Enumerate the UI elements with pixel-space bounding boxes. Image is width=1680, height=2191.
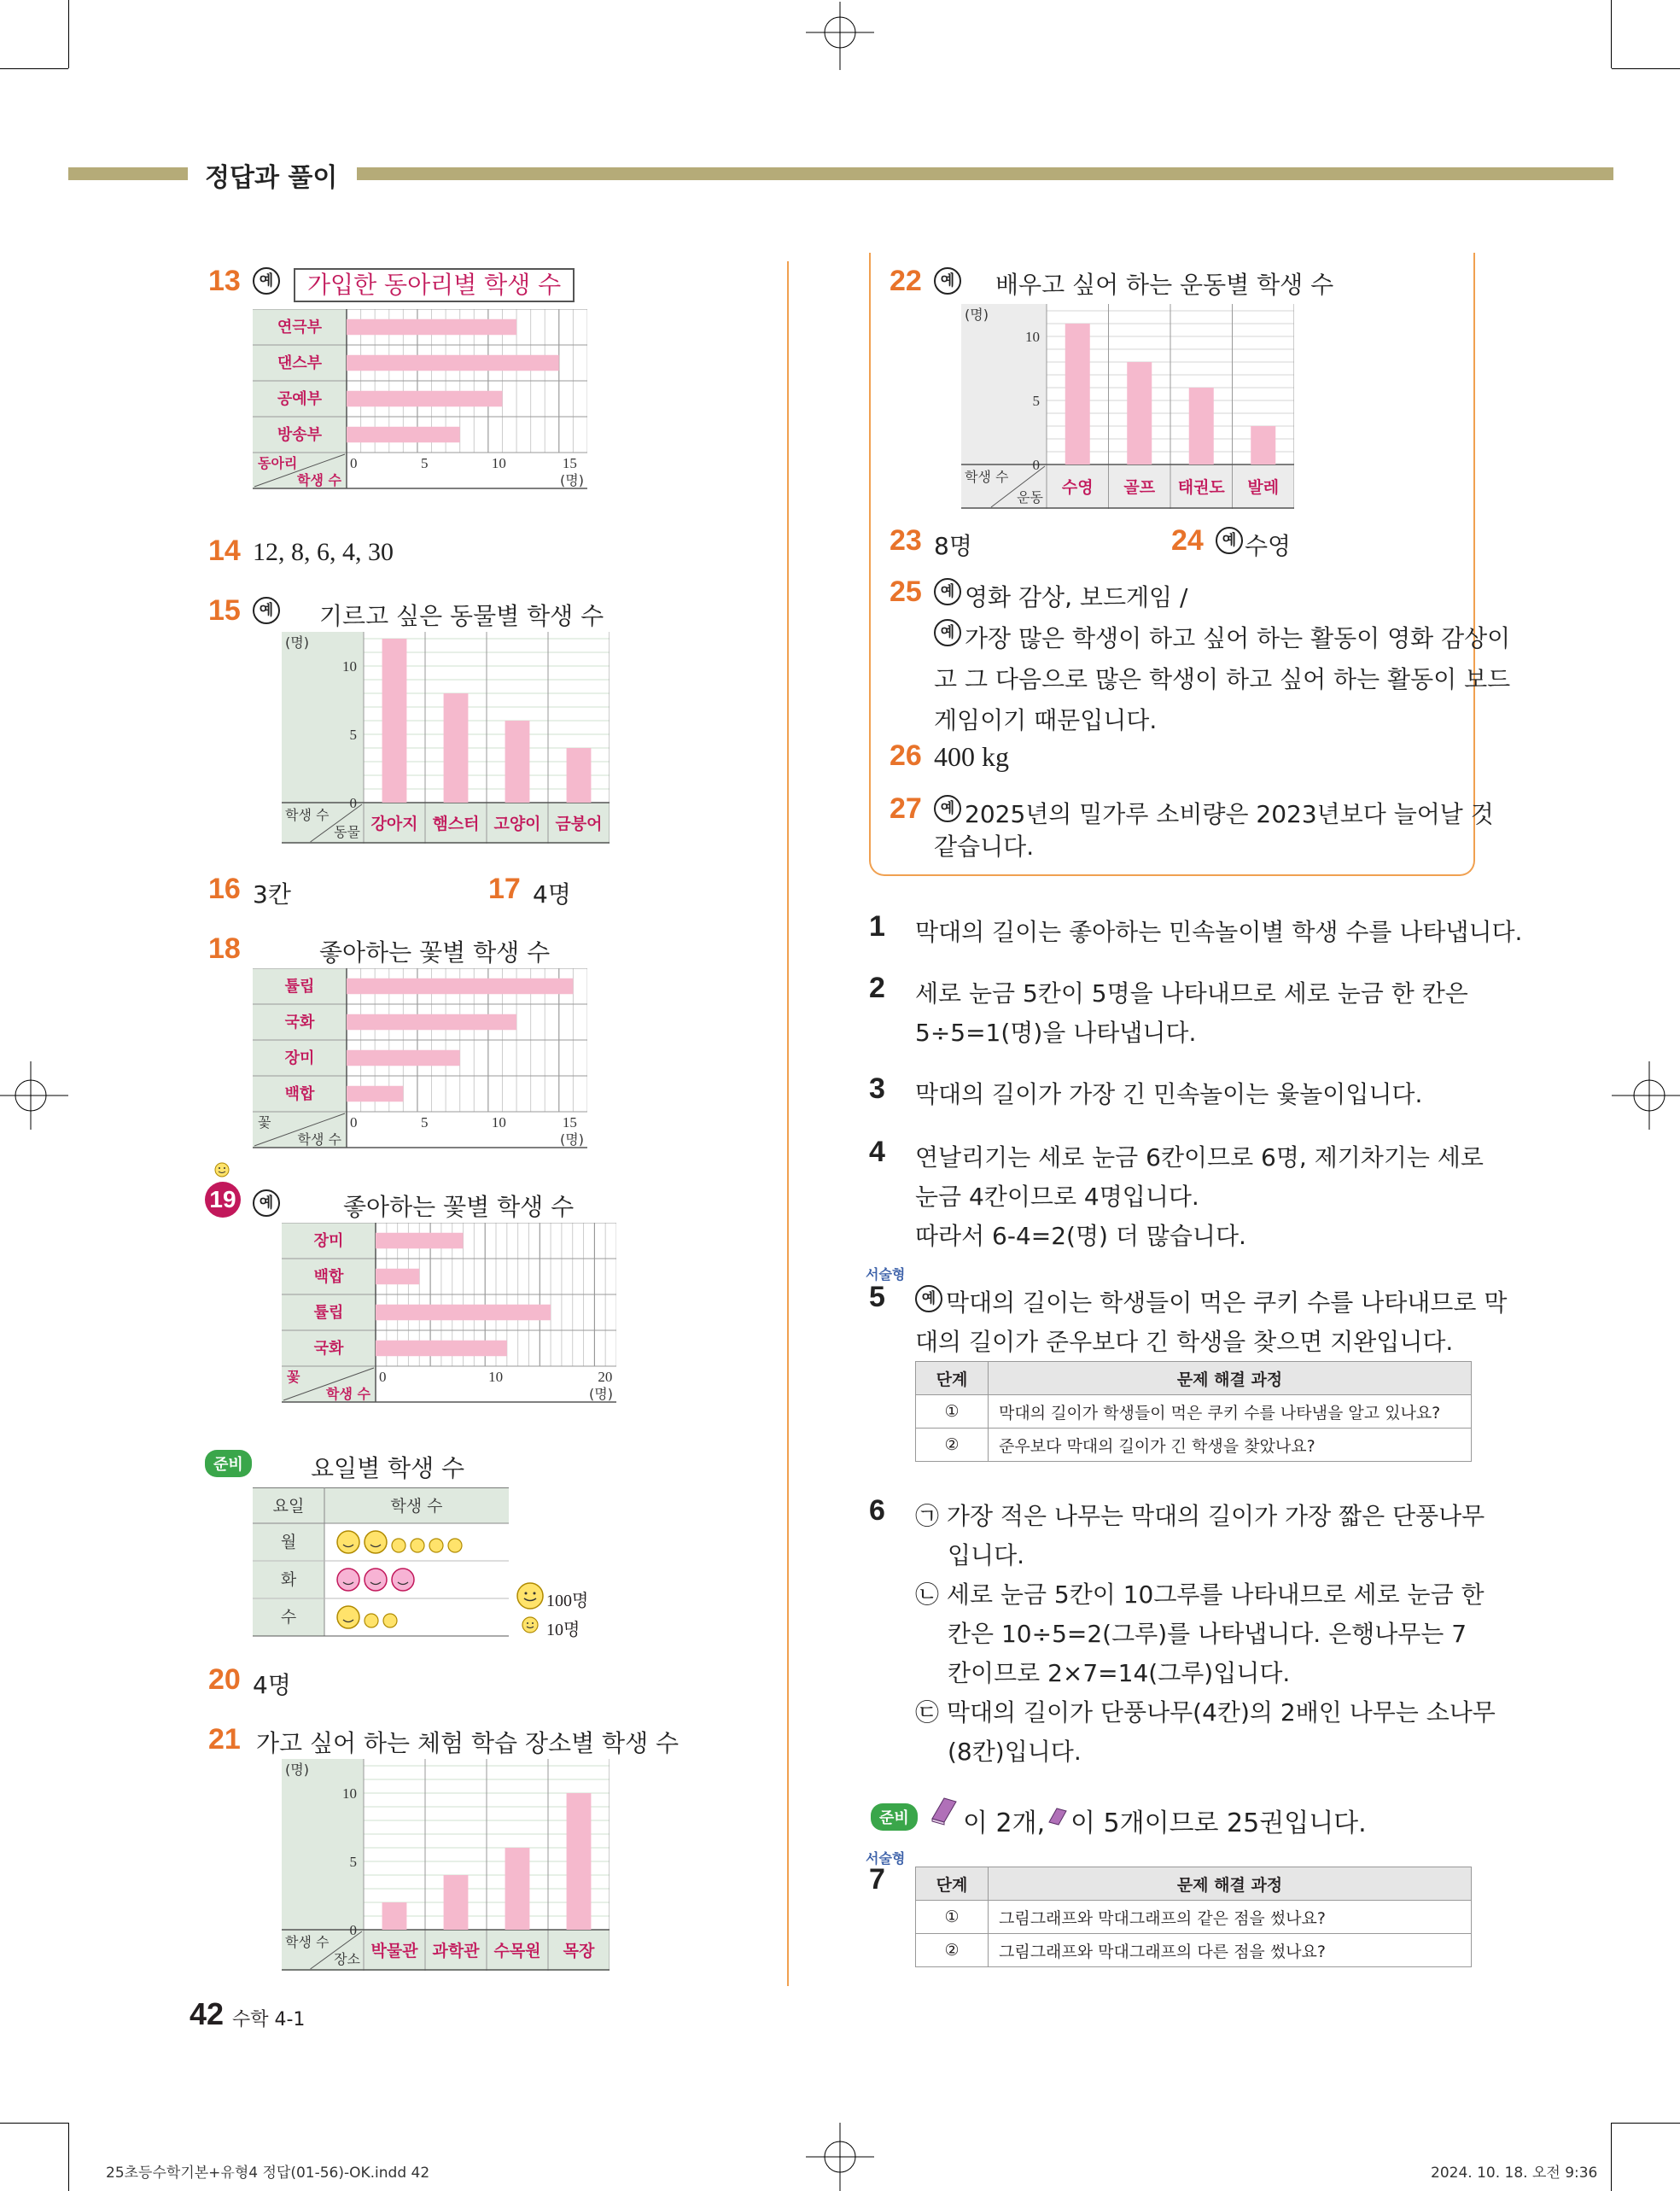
crop-mark [68,2123,69,2191]
junbi-text-a: 이 2개, [963,1808,1046,1838]
tick-label: 10 [491,1114,506,1131]
ye-mark: 예 [253,596,280,624]
category-label: 햄스터 [432,815,480,833]
small-face-icon [383,1614,397,1627]
b5-line1: 막대의 길이는 학생들이 먹은 쿠키 수를 나타내므로 막 [946,1288,1508,1317]
y-label: 학생 수 [285,1934,330,1950]
footer-file: 25초등수학기본+유형4 정답(01-56)-OK.indd 42 [106,2165,430,2182]
b4-number: 4 [869,1136,885,1168]
small-face-icon [448,1539,462,1552]
registration-mark [1612,1061,1680,1130]
q23-number: 23 [890,524,922,557]
category-label: 공예부 [277,390,323,408]
q22-title: 배우고 싶어 하는 운동별 학생 수 [995,271,1334,299]
y-unit: (명) [285,634,309,651]
category-label: 튤립 [284,978,315,996]
tick-label: 0 [379,1369,387,1385]
x-label: 장소 [334,1951,360,1967]
bar [347,1014,516,1030]
header-bar-right [357,167,1613,180]
bar [1065,324,1090,464]
junbi-text-b: 이 5개이므로 25권입니다. [1070,1808,1367,1838]
header-count: 학생 수 [390,1497,443,1516]
b2-number: 2 [869,972,885,1004]
category-label: 장미 [284,1049,315,1067]
tick-label: 10 [491,455,506,471]
unit-label: (명) [589,1386,613,1402]
q17-number: 17 [488,873,521,905]
bar [1127,362,1152,464]
b6-b3: 칸이므로 2×7=14(그루)입니다. [948,1659,1291,1687]
category-label: 국화 [284,1014,315,1031]
tick-label: 10 [342,658,357,675]
footer-timestamp: 2024. 10. 18. 오전 9:36 [1431,2165,1598,2182]
bar [567,748,592,803]
q26-answer: 400 kg [934,741,1009,772]
tick-label: 5 [1032,393,1040,409]
small-face-icon [365,1614,378,1627]
b5-tag: 서술형 [866,1266,906,1282]
q25-line3: 고 그 다음으로 많은 학생이 하고 싶어 하는 활동이 보드 [934,665,1511,693]
q27-line2: 같습니다. [934,833,1035,861]
column-divider-left [787,261,789,1986]
unit-label: (명) [560,472,584,488]
x-label: 운동 [1017,489,1043,505]
bar [382,1902,407,1930]
category-label: 목장 [563,1942,595,1960]
q18-number: 18 [208,932,241,965]
category-label: 과학관 [432,1942,480,1960]
b6-c1: ㉢ 막대의 길이가 단풍나무(4칸)의 2배인 나무는 소나무 [915,1698,1496,1727]
y-unit: (명) [965,307,989,323]
bar [347,1086,403,1101]
b5-line2: 대의 길이가 준우보다 긴 학생을 찾으면 지완입니다. [915,1328,1454,1356]
ye-mark: 예 [934,794,961,822]
big-face-icon [337,1569,359,1591]
crop-mark [0,68,68,69]
q22-chart [961,304,1294,509]
crop-mark [1612,2123,1680,2124]
q19-chart [282,1223,616,1416]
legend-big: 100명 [546,1592,589,1610]
registration-mark [0,1061,68,1130]
q15-chart [282,632,610,844]
b4-line1: 연날리기는 세로 눈금 6칸이므로 6명, 제기차기는 세로 [915,1143,1484,1171]
category-label: 백합 [284,1085,315,1103]
b4-line3: 따라서 6-4=2(명) 더 많습니다. [915,1222,1246,1250]
q17-answer: 4명 [533,880,571,909]
junbi-title: 요일별 학생 수 [311,1454,465,1482]
b1-line1: 막대의 길이는 좋아하는 민속놀이별 학생 수를 나타냅니다. [915,918,1523,946]
day-label: 화 [280,1570,297,1589]
q24-number: 24 [1171,524,1204,557]
q20-answer: 4명 [253,1671,291,1699]
row-header: 꽃 [258,1114,271,1131]
q14-answer: 12, 8, 6, 4, 30 [253,538,394,566]
bar [382,639,407,803]
b7-number: 7 [869,1863,885,1896]
q13-title: 가입한 동아리별 학생 수 [294,268,575,302]
q21-chart [282,1759,610,1971]
bar [376,1305,551,1320]
category-label: 금붕어 [555,815,603,833]
b2-line1: 세로 눈금 5칸이 5명을 나타내므로 세로 눈금 한 칸은 [915,979,1468,1008]
bar [1251,426,1275,464]
category-label: 태권도 [1177,478,1225,497]
q16-answer: 3칸 [253,880,291,909]
category-label: 장미 [313,1232,344,1250]
tick-label: 5 [420,455,429,471]
bar [1189,388,1214,464]
q22-number: 22 [890,265,922,297]
header-bar-left [68,167,188,180]
tick-label: 5 [420,1114,429,1131]
junbi-badge-right: 준비 [871,1803,918,1831]
small-face-icon [392,1539,405,1552]
header-day: 요일 [272,1497,305,1516]
col-header: 학생 수 [297,472,341,488]
q25-number: 25 [890,576,922,608]
ye-mark: 예 [253,1189,280,1217]
category-label: 강아지 [370,815,418,833]
q18-title: 좋아하는 꽃별 학생 수 [319,938,551,967]
bar [347,427,460,442]
b5-number: 5 [869,1281,885,1313]
b6-a1: ㉠ 가장 적은 나무는 막대의 길이가 가장 짧은 단풍나무 [915,1502,1485,1530]
big-face-icon [365,1531,387,1553]
b3-number: 3 [869,1072,885,1105]
b1-number: 1 [869,910,885,943]
q19-number: 19 [205,1182,241,1218]
b6-b1: ㉡ 세로 눈금 5칸이 10그루를 나타내므로 세로 눈금 한 [915,1580,1485,1609]
b6-number: 6 [869,1494,885,1527]
crop-mark [68,0,69,68]
q23-answer: 8명 [934,532,972,560]
b4-line2: 눈금 4칸이므로 4명입니다. [915,1183,1199,1211]
category-label: 국화 [313,1340,344,1358]
q16-number: 16 [208,873,241,905]
col-header: 학생 수 [326,1386,370,1402]
ye-mark: 예 [1216,526,1243,554]
category-label: 골프 [1123,478,1156,497]
q15-title: 기르고 싶은 동물별 학생 수 [319,602,604,630]
big-face-icon [516,1581,545,1610]
q18-chart [253,968,587,1161]
bar [505,721,530,803]
category-label: 튤립 [313,1304,344,1322]
small-face-icon [521,1615,540,1634]
x-label: 동물 [334,824,360,840]
category-label: 방송부 [277,426,323,444]
q24-answer: 수영 [1245,532,1292,560]
b7-scoring-table: 단계 문제 해결 과정 ① 그림그래프와 막대그래프의 같은 점을 썼나요? ② 그림그래프와 막대그래프의 다른 점을 썼나요? [915,1867,1472,1967]
bar [347,319,516,335]
big-book-icon [927,1793,960,1826]
ye-mark: 예 [253,266,280,295]
category-label: 댄스부 [277,354,323,372]
b5-scoring-table: 단계 문제 해결 과정 ① 막대의 길이가 학생들이 먹은 쿠키 수를 나타냄을 알고 있나요? ② 준우보다 막대의 길이가 긴 학생을 찾았나요? [915,1361,1472,1462]
bar [444,693,469,803]
b7-tag: 서술형 [866,1850,906,1867]
row-header: 동아리 [258,455,298,471]
q13-chart [253,309,587,502]
smiley-icon [213,1161,230,1178]
registration-mark [806,2123,874,2191]
q25-line4: 게임이기 때문입니다. [934,706,1158,734]
big-face-icon [365,1569,387,1591]
bar [376,1269,419,1284]
ye-mark: 예 [934,266,961,295]
registration-mark [806,2,874,70]
category-label: 수영 [1061,478,1094,497]
b6-c2: (8칸)입니다. [948,1738,1082,1766]
tick-label: 5 [349,1854,357,1870]
tick-label: 5 [349,727,357,743]
tick-label: 10 [1025,329,1040,345]
q25-line2: 가장 많은 학생이 하고 싶어 하는 활동이 영화 감상이 [965,624,1511,652]
junbi-badge: 준비 [205,1450,252,1477]
bar [505,1848,530,1930]
tick-label: 10 [342,1785,357,1802]
bar [376,1341,507,1356]
big-face-icon [392,1569,414,1591]
tick-label: 10 [488,1369,504,1385]
big-face-icon [337,1531,359,1553]
book-title: 수학 4-1 [232,2009,306,2030]
q14-number: 14 [208,535,241,567]
tick-label: 15 [562,1114,577,1131]
day-label: 수 [280,1608,297,1627]
b3-line1: 막대의 길이가 가장 긴 민속놀이는 윷놀이입니다. [915,1080,1423,1108]
page-header-title: 정답과 풀이 [205,163,338,193]
b6-b2: 칸은 10÷5=2(그루)를 나타냅니다. 은행나무는 7 [948,1620,1467,1648]
tick-label: 15 [562,455,577,471]
crop-mark [1611,0,1612,68]
crop-mark [1612,68,1680,69]
q13-number: 13 [208,265,241,297]
bar [376,1233,464,1248]
tick-label: 0 [1032,457,1040,473]
b6-a2: 입니다. [948,1541,1025,1569]
q27-line1: 2025년의 밀가루 소비량은 2023년보다 늘어날 것 [965,800,1494,828]
q19-title: 좋아하는 꽃별 학생 수 [343,1193,575,1221]
b2-line2: 5÷5=1(명)을 나타냅니다. [915,1019,1197,1047]
category-label: 발레 [1247,478,1280,497]
bar [347,391,502,406]
category-label: 고양이 [493,815,541,833]
page-number: 42 [190,1996,225,2031]
y-unit: (명) [285,1762,309,1778]
q25-line1: 영화 감상, 보드게임 / [965,583,1188,611]
category-label: 백합 [313,1268,344,1286]
bar [347,1050,460,1066]
tick-label: 0 [349,795,357,811]
tick-label: 0 [349,1922,357,1938]
q20-number: 20 [208,1663,241,1696]
bar [567,1793,592,1930]
small-face-icon [411,1539,424,1552]
y-label: 학생 수 [965,469,1009,485]
category-label: 연극부 [277,318,323,336]
q26-number: 26 [890,739,922,772]
legend-small: 10명 [546,1621,580,1639]
q27-number: 27 [890,792,922,825]
row-header: 꽃 [287,1369,300,1385]
ye-mark: 예 [915,1284,942,1312]
category-label: 수목원 [493,1942,541,1960]
y-label: 학생 수 [285,807,330,823]
category-label: 박물관 [370,1942,418,1960]
col-header: 학생 수 [297,1131,341,1148]
small-face-icon [429,1539,443,1552]
unit-label: (명) [560,1131,584,1148]
bar [347,355,559,371]
q15-number: 15 [208,594,241,627]
crop-mark [1611,2123,1612,2191]
ye-mark: 예 [934,618,961,646]
ye-mark: 예 [934,577,961,605]
bar [444,1875,469,1930]
small-book-icon [1047,1805,1069,1827]
tick-label: 20 [598,1369,613,1385]
q21-title: 가고 싶어 하는 체험 학습 장소별 학생 수 [256,1729,680,1757]
day-label: 월 [280,1533,297,1551]
tick-label: 0 [350,1114,358,1131]
tick-label: 0 [350,455,358,471]
crop-mark [0,2123,68,2124]
big-face-icon [337,1606,359,1628]
bar [347,979,573,994]
q21-number: 21 [208,1723,241,1756]
